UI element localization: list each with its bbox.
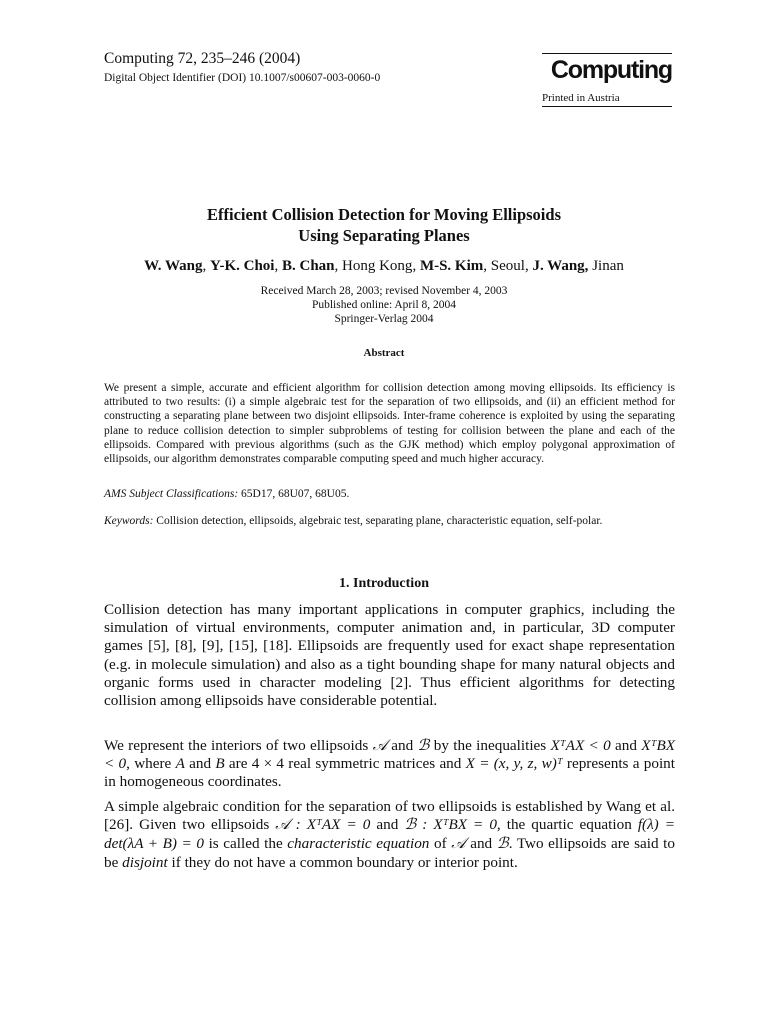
logo-top-rule: [542, 53, 672, 54]
paper-title: [80, 204, 688, 246]
intro-paragraph-3: [104, 798, 675, 872]
author-name: B. Chan: [281, 258, 335, 274]
ams-label: AMS Subject Classifications:: [104, 488, 239, 500]
keywords-value: Collision detection, ellipsoids, algebraic test, separating plane, characteristic equation, self-polar.: [153, 515, 603, 527]
author-place: Jinan: [592, 258, 624, 274]
point-vector: X = (x, y, z, w)ᵀ: [465, 755, 563, 773]
text-run: We represent the interiors of two ellipsoids: [104, 737, 373, 754]
intro-paragraph-2: [104, 736, 675, 792]
text-run: , where: [126, 755, 176, 773]
title-line-1: Efficient Collision Detection for Moving Ellipsoids: [207, 205, 561, 224]
text-run: . Two ellipsoids are said to be: [104, 835, 675, 871]
text-run: and: [184, 755, 216, 773]
text-run: are 4 × 4 real symmetric matrices and: [224, 755, 466, 773]
ellipsoid-b-symbol: ℬ: [417, 736, 430, 754]
printed-in: Printed in Austria: [542, 92, 620, 104]
text-run: represents a point in homogeneous coordinates.: [104, 755, 675, 791]
matrix-a: A: [175, 755, 185, 773]
section-heading: 1. Introduction: [339, 576, 429, 591]
author-name: Y-K. Choi: [210, 258, 275, 274]
title-line-2: Using Separating Planes: [298, 226, 470, 245]
text-run: if they do not have a common boundary or interior point.: [167, 853, 518, 871]
text-run: A simple algebraic condition for the separation of two ellipsoids is established by Wang et al. [26]. Given two ellipsoids: [104, 798, 675, 834]
author-list: W. Wang, Y-K. Choi, B. Chan, Hong Kong, M-S. Kim, Seoul, J. Wang, Jinan: [144, 258, 624, 274]
published-date: Published online: April 8, 2004: [311, 299, 457, 311]
intro-paragraph-1: Collision detection has many important applications in computer graphics, including the simulation of virtual environments, computer animation and, in particular, 3D computer games [5], [8], [9], [15], [18]. Ellipsoids are frequently used for exact shape representation (e.g. in molecule simulation) and also as a tight bounding shape for many natural objects and organic forms used in character modeling [2]. Thus efficient algorithms for detecting collision among ellipsoids have considerable potential.: [104, 601, 675, 710]
text-run: and: [610, 737, 642, 754]
ellipsoid-b-equation: ℬ : XᵀBX = 0: [404, 816, 497, 834]
keywords: [104, 514, 675, 528]
publisher: Springer-Verlag 2004: [334, 313, 434, 325]
text-run: is called the: [203, 835, 288, 853]
ellipsoid-a-symbol: 𝒜: [372, 736, 387, 754]
ellipsoid-a-symbol: 𝒜: [451, 834, 466, 853]
publication-dates: [80, 284, 688, 326]
author-name: M-S. Kim: [419, 258, 484, 274]
ams-value: 65D17, 68U07, 68U05.: [238, 488, 350, 500]
text-run: by the inequalities: [429, 737, 551, 754]
text-run: , the quartic equation: [496, 816, 638, 834]
term-disjoint: disjoint: [122, 853, 168, 871]
text-run: and: [386, 737, 418, 754]
abstract-heading: Abstract: [363, 347, 405, 359]
inequality-a: XᵀAX < 0: [550, 737, 611, 754]
keywords-label: Keywords:: [104, 515, 154, 527]
matrix-b: B: [215, 755, 225, 773]
doi-line: Digital Object Identifier (DOI) 10.1007/s00607-003-0060-0: [104, 72, 381, 84]
journal-logo: Computing: [550, 56, 672, 84]
author-place: Hong Kong: [342, 258, 413, 274]
author-name: J. Wang,: [532, 258, 589, 274]
text-run: and: [465, 835, 497, 853]
ellipsoid-b-symbol: ℬ: [496, 834, 509, 853]
term-characteristic-equation: characteristic equation: [287, 835, 430, 853]
inequality-b: XᵀBX < 0: [104, 737, 675, 773]
logo-bottom-rule: [542, 106, 672, 107]
ams-classification: [104, 488, 675, 500]
author-name: W. Wang: [144, 258, 203, 274]
text-run: and: [370, 816, 405, 834]
text-run: of: [429, 835, 452, 853]
characteristic-equation-formula: f(λ) = det(λA + B) = 0: [104, 816, 675, 853]
received-date: Received March 28, 2003; revised November 4, 2003: [260, 285, 508, 297]
author-place: Seoul: [490, 258, 525, 274]
ellipsoid-a-equation: 𝒜 : XᵀAX = 0: [275, 816, 371, 834]
abstract-text: We present a simple, accurate and efficient algorithm for collision detection among moving ellipsoids. Its efficiency is attributed to two results: (i) a simple algebraic test for the separation of two ellipsoids, and (ii) an efficient method for constructing a separating plane between two disjoint ellipsoids. Inter-frame coherence is exploited by using the separating plane to reduce collision detection to simpler subproblems of testing for collision between the plane and each of the ellipsoids. Compared with previous algorithms (such as the GJK method) which employ polygonal approximation of ellipsoids, our algorithm demonstrates comparable computing speed and much higher accuracy.: [104, 382, 675, 466]
journal-citation: Computing 72, 235–246 (2004): [104, 50, 301, 67]
